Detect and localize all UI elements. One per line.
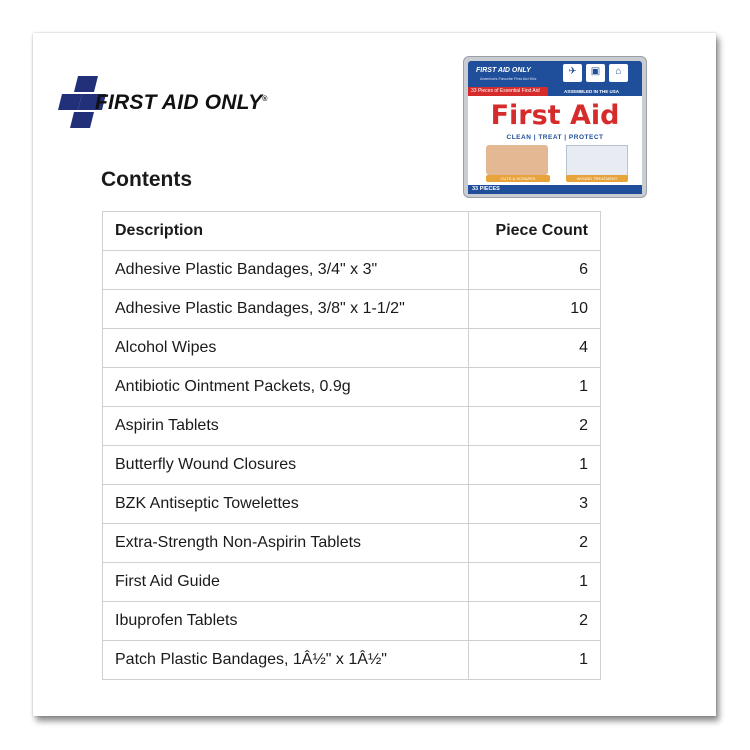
table-row [103,563,601,602]
plane-icon: ✈ [563,64,582,82]
car-icon: ▣ [586,64,605,82]
table-row [103,368,601,407]
item-count: 1 [468,563,600,602]
column-header-piece-count: Piece Count [468,212,600,251]
package-brand: FIRST AID ONLY [476,67,531,74]
table-header-row [103,212,601,251]
item-description: Ibuprofen Tablets [103,602,469,641]
item-count: 10 [468,290,600,329]
table-row [103,641,601,680]
wound-treatment-image [566,145,628,177]
package-assembled-label: ASSEMBLED IN THE USA [564,89,620,94]
item-description: Alcohol Wipes [103,329,469,368]
item-count: 4 [468,329,600,368]
table-row [103,446,601,485]
item-description: First Aid Guide [103,563,469,602]
item-description: Butterfly Wound Closures [103,446,469,485]
table-row [103,251,601,290]
table-row [103,329,601,368]
item-description: BZK Antiseptic Towelettes [103,485,469,524]
package-label-wound: WOUND TREATMENT [566,175,628,182]
item-count: 2 [468,602,600,641]
item-count: 3 [468,485,600,524]
package-label-cuts: CUTS & SCRAPES [486,175,550,182]
product-package-image [463,56,647,198]
page-title: Contents [101,168,192,191]
column-header-description: Description [103,212,469,251]
package-title: First Aid [490,100,620,131]
package-subtitle: CLEAN | TREAT | PROTECT [506,134,604,141]
bandages-image [486,145,548,175]
item-count: 2 [468,407,600,446]
item-count: 1 [468,641,600,680]
item-description: Aspirin Tablets [103,407,469,446]
table-row [103,485,601,524]
item-description: Patch Plastic Bandages, 1Â½" x 1Â½" [103,641,469,680]
item-description: Adhesive Plastic Bandages, 3/4" x 3" [103,251,469,290]
item-count: 6 [468,251,600,290]
item-description: Extra-Strength Non-Aspirin Tablets [103,524,469,563]
item-count: 1 [468,368,600,407]
item-count: 1 [468,446,600,485]
table-row [103,407,601,446]
contents-table [102,211,601,680]
home-icon: ⌂ [609,64,628,82]
brand-logo-text: FIRST AID ONLY® [95,91,268,114]
package-tagline: America's Favorite First Aid Kits [480,76,537,81]
table-row [103,524,601,563]
item-description: Antibiotic Ointment Packets, 0.9g [103,368,469,407]
item-count: 2 [468,524,600,563]
table-row [103,602,601,641]
package-piece-count: 33 PIECES [472,186,500,192]
item-description: Adhesive Plastic Bandages, 3/8" x 1-1/2" [103,290,469,329]
table-row [103,290,601,329]
package-pieces-banner: 33 Pieces of Essential First Aid [468,87,548,96]
